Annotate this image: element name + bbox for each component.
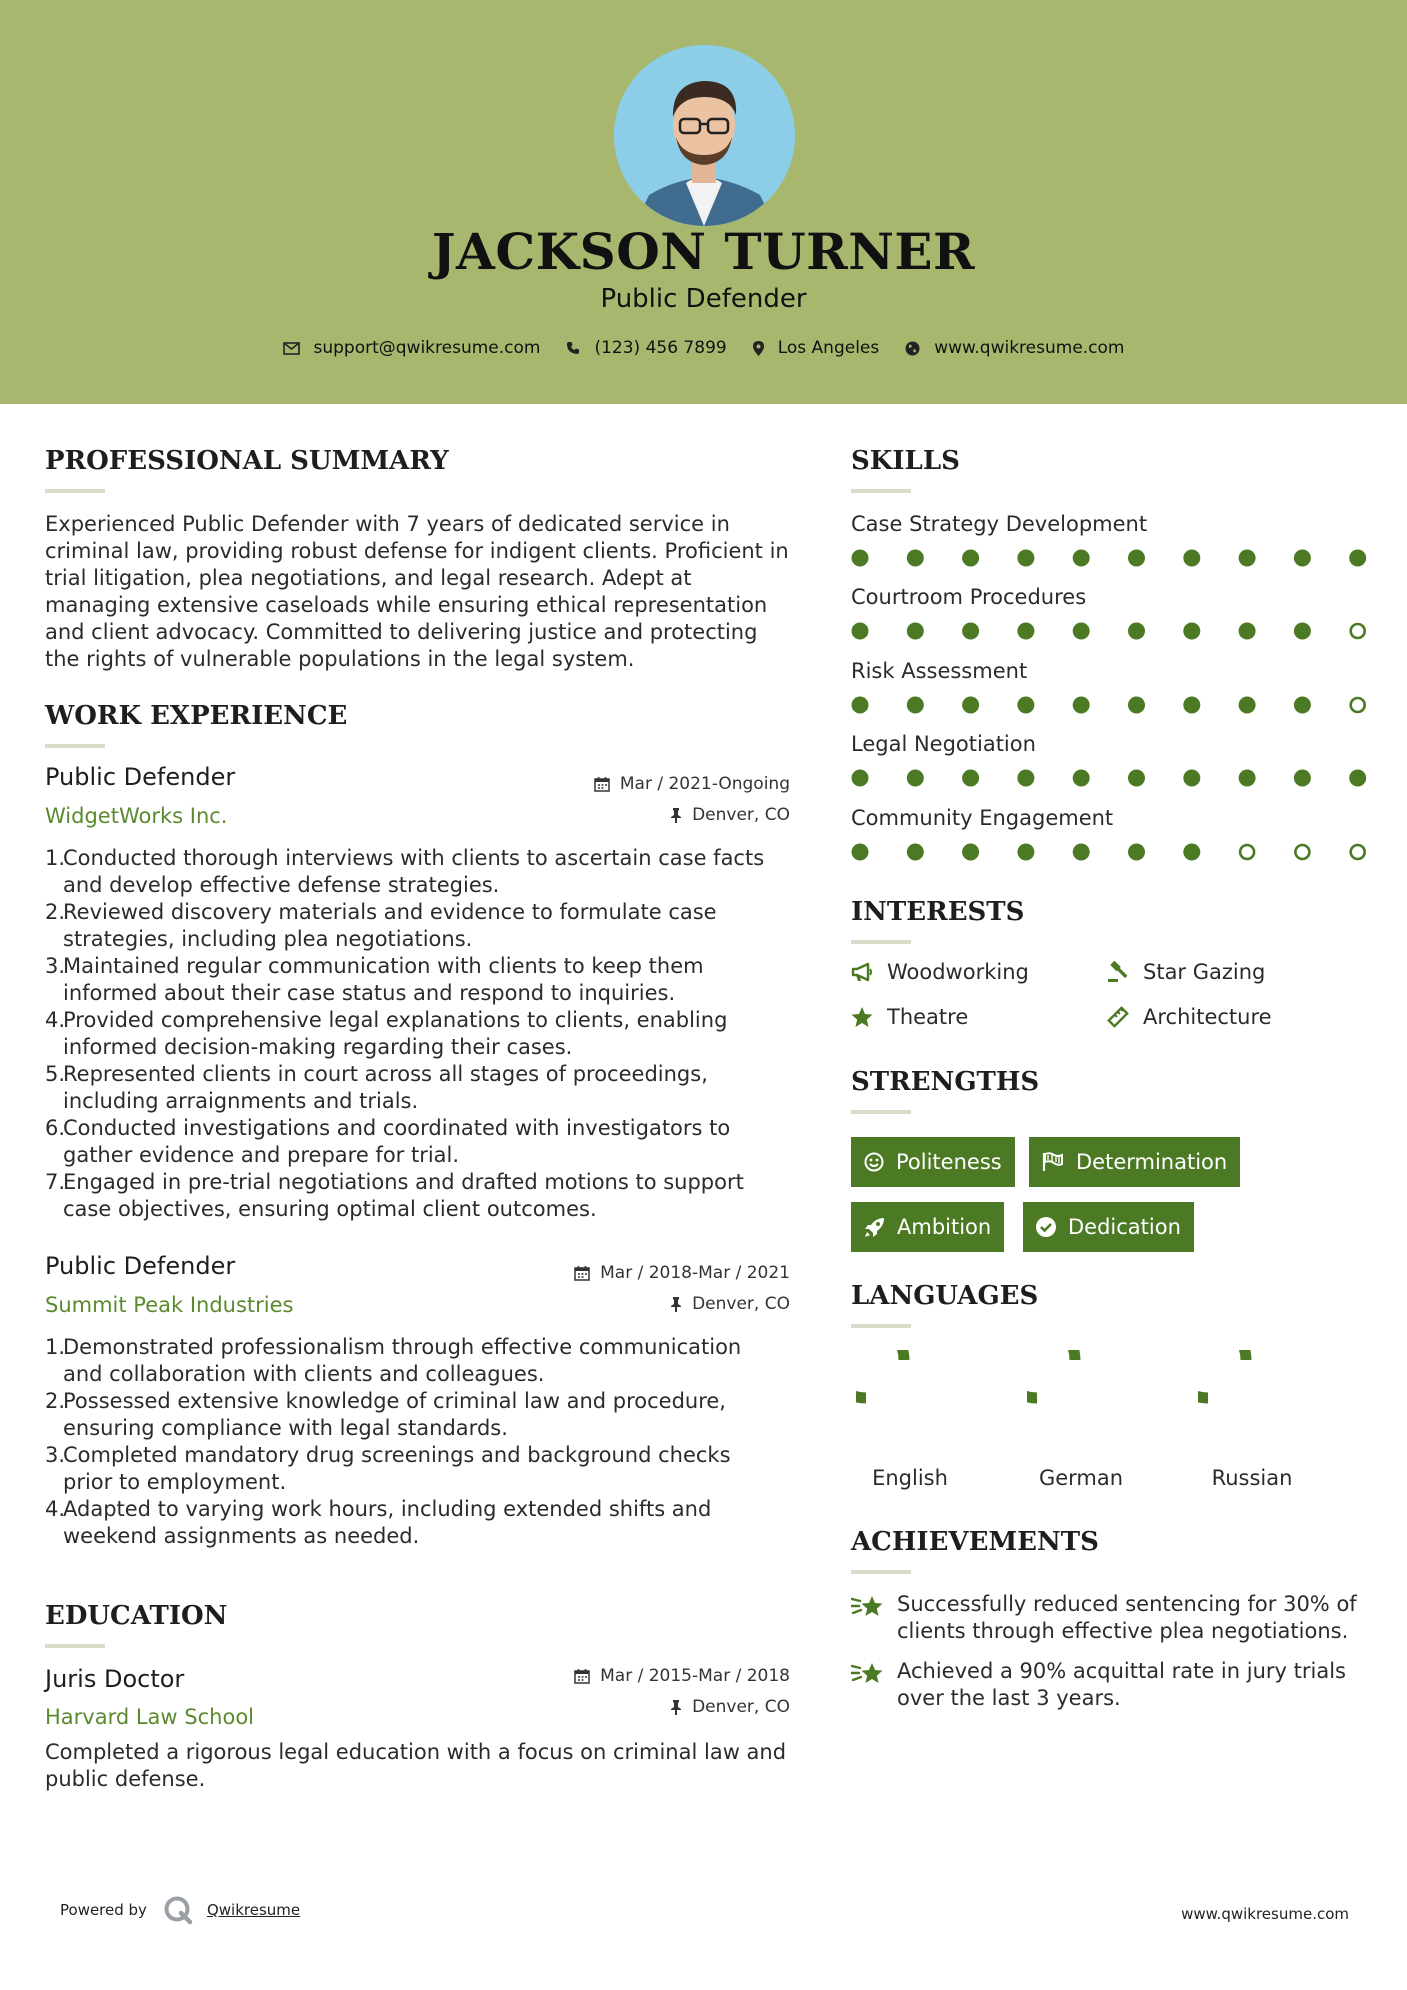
avatar-illustration [614,45,795,226]
skill-dot-filled [1073,550,1090,567]
map-pin-icon [753,341,764,356]
list-number: 7. [45,1170,66,1194]
job-location [440,805,790,825]
list-text: Provided comprehensive legal explanations to clients, enabling [63,1008,728,1032]
list-text: Conducted investigations and coordinated with investigators to [63,1116,731,1140]
strengths-heading: STRENGTHS [851,1067,1040,1097]
skill-dot-filled [1017,770,1034,787]
summary-line: and client advocacy. Committed to delivering justice and protecting [45,620,758,644]
languages-heading: LANGUAGES [851,1281,1039,1311]
skill-dot-filled [1239,770,1256,787]
education-line: public defense. [45,1767,206,1791]
skill-dot-filled [1073,770,1090,787]
skill-dot-empty [1295,845,1309,859]
education-location-text: Denver, CO [692,1697,790,1717]
list-text: Adapted to varying work hours, including extended shifts and [63,1497,712,1521]
summary-heading: PROFESSIONAL SUMMARY [45,446,449,476]
skill-dot-filled [1294,770,1311,787]
skill-name: Legal Negotiation [851,732,1036,756]
skill-dot-filled [962,623,979,640]
strength-tag [851,1202,1004,1252]
strengths-heading-underline [851,1110,911,1114]
list-number: 5. [45,1062,66,1086]
job-dates-text: Mar / 2021-Ongoing [619,774,790,794]
pushpin-icon [670,1296,682,1312]
strength-label: Ambition [897,1215,992,1239]
list-text: and develop effective defense strategies. [63,873,500,897]
skill-dot-filled [1349,770,1366,787]
skill-dot-filled [1128,550,1145,567]
list-number: 6. [45,1116,66,1140]
profile-photo [614,45,795,226]
skill-rating-dots [850,840,1370,864]
resume-header [0,0,1407,404]
job-responsibilities [45,845,795,1223]
interest-item [851,1005,968,1029]
list-text: prior to employment. [63,1470,287,1494]
summary-line: Experienced Public Defender with 7 years of dedicated service in [45,512,730,536]
education-location [440,1697,790,1717]
summary-text [45,511,789,673]
skill-dot-filled [962,844,979,861]
job-title: Public Defender [45,763,236,791]
list-text: including arraignments and trials. [63,1089,419,1113]
education-heading: EDUCATION [45,1601,228,1631]
job-location-text: Denver, CO [692,1294,790,1314]
language-label: Russian [1211,1466,1293,1490]
skill-dot-filled [907,697,924,714]
interest-label: Architecture [1143,1005,1272,1029]
candidate-name: JACKSON TURNER [431,222,976,281]
skill-dot-filled [907,623,924,640]
contact-website[interactable] [905,338,1124,358]
list-text: Conducted thorough interviews with clients to ascertain case facts [63,846,765,870]
skill-dot-filled [1183,770,1200,787]
location-text: Los Angeles [777,338,880,358]
candidate-title: Public Defender [600,284,807,314]
summary-line: managing extensive caseloads while ensuring ethical representation [45,593,768,617]
website-text: www.qwikresume.com [934,338,1125,358]
phone-icon [566,341,580,355]
skill-name: Risk Assessment [851,659,1028,683]
skill-rating-dots [850,693,1370,717]
interest-label: Theatre [887,1005,969,1029]
skill-name: Case Strategy Development [851,512,1148,536]
list-number: 1. [45,1335,66,1359]
list-item [45,899,795,953]
skill-name: Community Engagement [851,806,1114,830]
interests-heading-underline [851,940,911,944]
list-text: Maintained regular communication with clients to keep them [63,954,704,978]
gavel-icon [1107,961,1129,983]
language-proficiency-ring [856,1350,952,1446]
list-text: ensuring compliance with legal standards. [63,1416,508,1440]
summary-line: the rights of vulnerable populations in the legal system. [45,647,635,671]
email-text: support@qwikresume.com [313,338,541,358]
language-proficiency-ring [1198,1350,1294,1446]
list-item [45,953,795,1007]
skill-dot-filled [1017,697,1034,714]
education-dates [440,1666,790,1686]
skill-dot-filled [1128,697,1145,714]
skill-dot-filled [1073,844,1090,861]
skill-dot-filled [1183,697,1200,714]
skill-dot-filled [1017,623,1034,640]
list-text: Demonstrated professionalism through effective communication [63,1335,742,1359]
strength-tag [851,1137,1015,1187]
skill-dot-filled [907,770,924,787]
list-number: 2. [45,1389,66,1413]
list-number: 2. [45,900,66,924]
strength-label: Politeness [896,1150,1002,1174]
skill-dot-filled [1294,623,1311,640]
strength-tag [1029,1137,1240,1187]
list-item [45,1334,795,1388]
skill-name: Courtroom Procedures [851,585,1087,609]
achievement-item [851,1591,1361,1645]
skill-dot-empty [1351,845,1365,859]
skill-dot-filled [1183,844,1200,861]
skill-dot-filled [1294,697,1311,714]
list-text: strategies, including plea negotiations. [63,927,473,951]
list-text: and collaboration with clients and colleagues. [63,1362,545,1386]
list-text: Engaged in pre-trial negotiations and drafted motions to support [63,1170,744,1194]
skill-dot-filled [852,697,869,714]
list-text: case objectives, ensuring optimal client outcomes. [63,1197,597,1221]
calendar-icon [574,1265,590,1281]
education-dates-text: Mar / 2015-Mar / 2018 [600,1666,790,1686]
pushpin-icon [670,1699,682,1715]
job-dates [440,1263,790,1283]
experience-heading: WORK EXPERIENCE [45,701,348,731]
contact-bar [0,338,1407,358]
list-number: 4. [45,1497,66,1521]
skill-dot-filled [1128,844,1145,861]
education-description [45,1739,786,1793]
megaphone-icon [851,962,873,982]
job-company: WidgetWorks Inc. [45,804,228,828]
achievement-text: over the last 3 years. [897,1686,1121,1710]
skill-dot-filled [962,770,979,787]
skill-dot-filled [852,770,869,787]
skill-dot-filled [962,550,979,567]
star-icon [851,1007,873,1028]
qwikresume-link[interactable]: Qwikresume [206,1901,301,1919]
job-dates [440,774,790,794]
skill-dot-filled [1183,550,1200,567]
skill-dot-empty [1351,624,1365,638]
education-heading-underline [45,1644,105,1648]
language-ring-arc [856,1350,904,1398]
language-label: English [872,1466,948,1490]
shooting-star-icon [851,1593,885,1621]
list-item [45,1061,795,1115]
interest-label: Star Gazing [1143,960,1266,984]
skill-dot-filled [1294,550,1311,567]
pushpin-icon [670,807,682,823]
skill-dot-empty [1351,698,1365,712]
skill-dot-filled [1239,623,1256,640]
skill-dot-filled [1183,623,1200,640]
skills-heading-underline [851,489,911,493]
calendar-icon [574,1668,590,1684]
job-location [440,1294,790,1314]
skill-dot-filled [1128,770,1145,787]
strength-label: Dedication [1068,1215,1181,1239]
list-text: informed decision-making regarding their cases. [63,1035,573,1059]
skill-dot-filled [852,550,869,567]
contact-email[interactable] [283,338,541,358]
calendar-icon [594,776,610,792]
flag-icon [1042,1152,1064,1172]
achievements-heading: ACHIEVEMENTS [851,1527,1099,1557]
strength-label: Determination [1076,1150,1228,1174]
skill-dot-filled [1073,697,1090,714]
skill-dot-filled [962,697,979,714]
list-text: Completed mandatory drug screenings and background checks [63,1443,731,1467]
skill-dot-filled [1239,697,1256,714]
globe-icon [905,341,920,356]
achievements-heading-underline [851,1570,911,1574]
achievement-text: Achieved a 90% acquittal rate in jury trials [897,1659,1346,1683]
interest-item [851,960,1029,984]
skill-rating-dots [850,546,1370,570]
achievement-text: clients through effective plea negotiations. [897,1619,1349,1643]
education-school: Harvard Law School [45,1705,254,1729]
list-item [45,1442,795,1496]
job-location-text: Denver, CO [692,805,790,825]
skill-rating-dots [850,766,1370,790]
list-text: Represented clients in court across all stages of proceedings, [63,1062,708,1086]
skills-heading: SKILLS [851,446,960,476]
summary-line: trial litigation, plea negotiations, and legal research. Adept at [45,566,692,590]
skill-dot-filled [1128,623,1145,640]
list-number: 1. [45,846,66,870]
skill-dot-empty [1240,845,1254,859]
skill-dot-filled [1349,550,1366,567]
list-text: Reviewed discovery materials and evidence to formulate case [63,900,717,924]
job-responsibilities [45,1334,795,1550]
job-dates-text: Mar / 2018-Mar / 2021 [600,1263,790,1283]
achievement-text: Successfully reduced sentencing for 30% of [897,1592,1357,1616]
rocket-icon [864,1217,885,1238]
summary-line: criminal law, providing robust defense for indigent clients. Proficient in [45,539,789,563]
languages-heading-underline [851,1324,911,1328]
skill-dot-filled [1017,550,1034,567]
language-ring-arc [1198,1350,1246,1398]
phone-text: (123) 456 7899 [594,338,727,358]
list-item [45,1388,795,1442]
skill-dot-filled [852,623,869,640]
skill-rating-dots [850,619,1370,643]
list-text: gather evidence and prepare for trial. [63,1143,460,1167]
experience-heading-underline [45,744,105,748]
powered-by-text: Powered by [60,1901,147,1919]
list-text: Possessed extensive knowledge of criminal law and procedure, [63,1389,726,1413]
qwikresume-logo-icon [163,1895,193,1925]
strength-tag [1023,1202,1194,1252]
envelope-icon [283,342,300,355]
summary-heading-underline [45,489,105,493]
education-degree: Juris Doctor [45,1665,185,1693]
skill-dot-filled [1239,550,1256,567]
check-circle-icon [1036,1217,1056,1237]
smile-icon [864,1152,884,1172]
list-text: informed about their case status and respond to inquiries. [63,981,676,1005]
interest-label: Woodworking [887,960,1029,984]
job-title: Public Defender [45,1252,236,1280]
skill-dot-filled [907,844,924,861]
ruler-icon [1107,1006,1129,1028]
footer-powered-by [60,1895,300,1925]
job-company: Summit Peak Industries [45,1293,294,1317]
list-item [45,1496,795,1550]
skill-dot-filled [1073,623,1090,640]
interests-heading: INTERESTS [851,897,1025,927]
skill-dot-filled [1017,844,1034,861]
list-number: 3. [45,954,66,978]
skill-dot-filled [907,550,924,567]
list-item [45,1115,795,1169]
list-text: weekend assignments as needed. [63,1524,420,1548]
skill-dot-filled [852,844,869,861]
list-item [45,1007,795,1061]
list-item [45,1169,795,1223]
language-proficiency-ring [1027,1350,1123,1446]
footer-website[interactable]: www.qwikresume.com [1181,1905,1349,1923]
language-label: German [1038,1466,1124,1490]
list-number: 3. [45,1443,66,1467]
language-ring-arc [1027,1350,1075,1398]
list-item [45,845,795,899]
contact-location [753,338,880,358]
achievement-item [851,1658,1361,1712]
shooting-star-icon [851,1660,885,1688]
interest-item [1107,1005,1272,1029]
list-number: 4. [45,1008,66,1032]
interest-item [1107,960,1265,984]
contact-phone[interactable] [566,338,726,358]
education-line: Completed a rigorous legal education with a focus on criminal law and [45,1740,787,1764]
